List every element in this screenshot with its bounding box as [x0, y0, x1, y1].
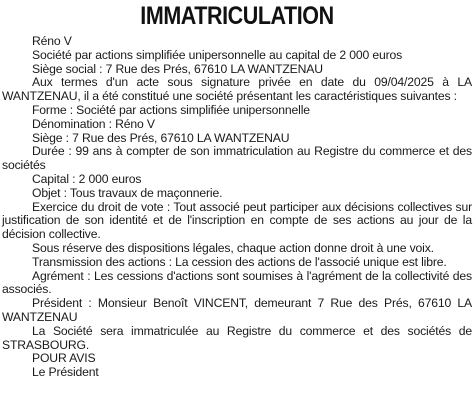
capital-line: Capital : 2 000 euros — [32, 171, 142, 186]
company-type-line: Société par actions simplifiée unipersonnelle au capital de 2 000 euros — [32, 47, 403, 62]
purpose-line: Objet : Tous travaux de maçonnerie. — [32, 185, 223, 200]
notice-body — [2, 35, 472, 380]
deed-paragraph: Aux termes d'un acte sous signature privée en date du 09/04/2025 à LA WANTZENAU, il a été constitué une société présentant les caractéristiques suivantes : — [2, 75, 472, 104]
voting-rights-paragraph: Exercice du droit de vote : Tout associé peut participer aux décisions collectives sur justification de son identité et de l'inscription en compte de ses actions au jour de la décision collective. — [2, 199, 472, 242]
form-line: Forme : Société par actions simplifiée unipersonnelle — [32, 102, 310, 117]
president-paragraph: Président : Monsieur Benoît VINCENT, demeurant 7 Rue des Prés, 67610 LA WANTZENAU — [2, 296, 472, 324]
company-name-line: Réno V — [32, 34, 72, 48]
denomination-line: Dénomination : Réno V — [32, 116, 155, 131]
pour-avis-line: POUR AVIS — [32, 351, 96, 366]
registration-paragraph: La Société sera immatriculée au Registre du commerce et des sociétés de STRASBOURG. — [2, 323, 472, 352]
registered-office-line: Siège social : 7 Rue des Prés, 67610 LA WANTZENAU — [32, 61, 323, 76]
notice-title: IMMATRICULATION — [140, 2, 334, 30]
duration-line: Durée : 99 ans à compter de son immatriculation au Registre du commerce et des sociétés — [2, 144, 472, 173]
approval-paragraph: Agrément : Les cessions d'actions sont soumises à l'agrément de la collectivité des associés. — [2, 268, 472, 297]
share-transfer-line: Transmission des actions : La cession des actions de l'associé unique est libre. — [32, 254, 447, 269]
seat-line: Siège : 7 Rue des Prés, 67610 LA WANTZENAU — [32, 130, 290, 145]
signature-line: Le Président — [32, 365, 99, 380]
one-vote-line: Sous réserve des dispositions légales, chaque action donne droit à une voix. — [32, 240, 434, 255]
